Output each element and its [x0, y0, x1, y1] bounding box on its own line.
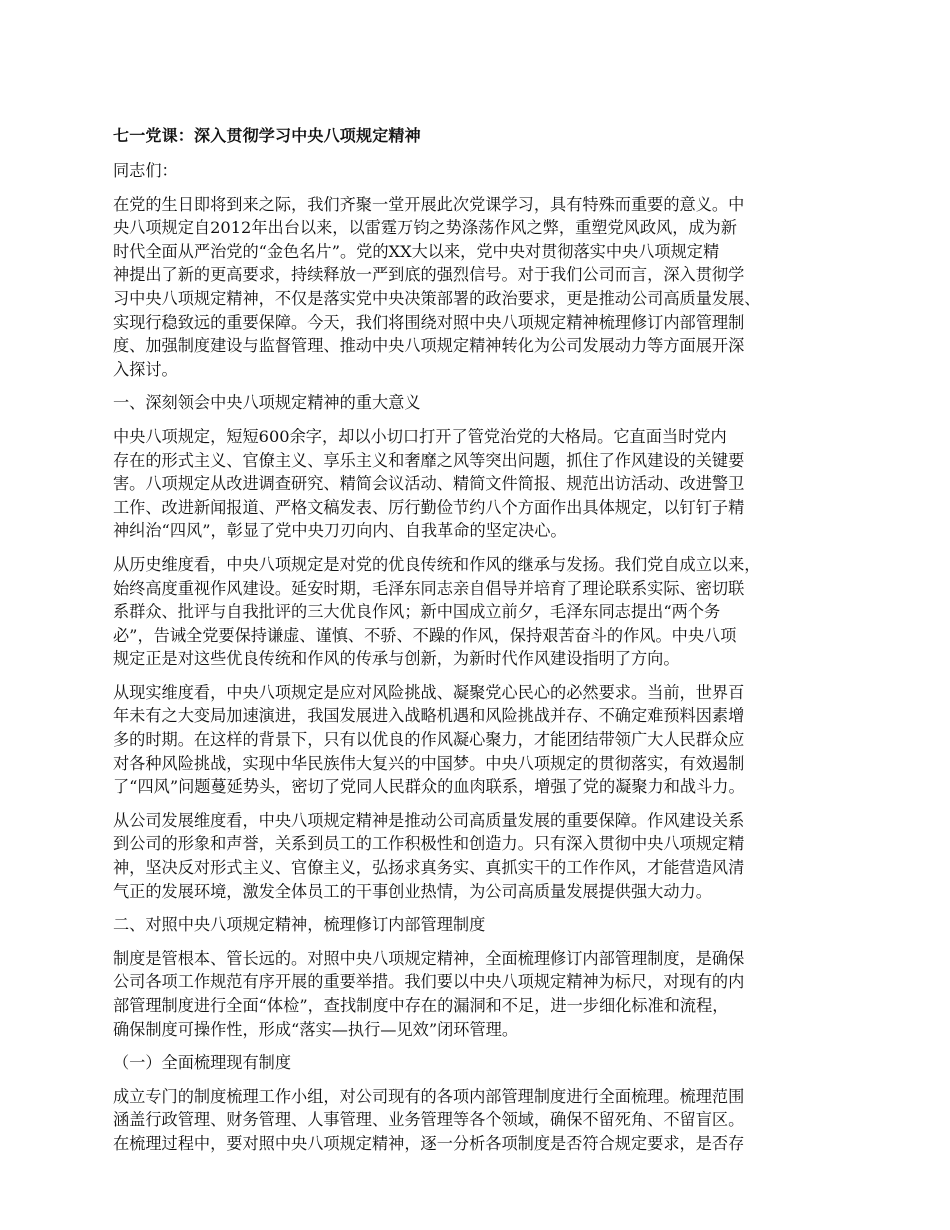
paragraph-line: 公司各项工作规范有序开展的重要举措。我们要以中央八项规定精神为标尺，对现有的内: [113, 972, 745, 992]
document-body: [113, 193, 849, 1156]
body-paragraph: [113, 681, 849, 799]
paragraph-line: 实现行稳致远的重要保障。今天，我们将围绕对照中央八项规定精神梳理修订内部管理制: [113, 312, 745, 332]
paragraph-line: 习中央八项规定精神，不仅是落实党中央决策部署的政治要求，更是推动公司高质量发展、: [113, 288, 761, 308]
paragraph-line: 到公司的形象和声誉，关系到员工的工作积极性和创造力。只有深入贯彻中央八项规定精: [113, 834, 745, 854]
paragraph-line: 年未有之大变局加速演进，我国发展进入战略机遇和风险挑战并存、不确定难预料因素增: [113, 706, 745, 726]
paragraph-line: 在梳理过程中，要对照中央八项规定精神，逐一分析各项制度是否符合规定要求，是否存: [113, 1133, 745, 1153]
paragraph-line: 确保制度可操作性，形成“落实—执行—见效”闭环管理。: [113, 1019, 519, 1039]
body-paragraph: [113, 1085, 849, 1156]
paragraph-line: 在党的生日即将到来之际，我们齐聚一堂开展此次党课学习，具有特殊而重要的意义。中: [113, 194, 745, 214]
paragraph-line: 多的时期。在这样的背景下，只有以优良的作风凝心聚力，才能团结带领广大人民群众应: [113, 730, 745, 750]
body-paragraph: [113, 425, 849, 543]
section-heading: 二、对照中央八项规定精神，梳理修订内部管理制度: [113, 915, 486, 935]
body-paragraph: [113, 947, 849, 1041]
paragraph-line: 中央八项规定，短短600余字，却以小切口打开了管党治党的大格局。它直面当时党内: [113, 426, 727, 446]
paragraph-line: 部管理制度进行全面“体检”，查找制度中存在的漏洞和不足，进一步细化标准和流程，: [113, 996, 729, 1015]
paragraph-line: 制度是管根本、管长远的。对照中央八项规定精神，全面梳理修订内部管理制度，是确保: [113, 948, 745, 968]
paragraph-line: 神纠治“四风”，彰显了党中央刀刃向内、自我革命的坚定决心。: [113, 521, 567, 541]
paragraph-line: 规定正是对这些优良传统和作风的传承与创新，为新时代作风建设指明了方向。: [113, 649, 680, 669]
paragraph-line: 气正的发展环境，激发全体员工的干事创业热情，为公司高质量发展提供强大动力。: [113, 881, 712, 901]
paragraph-line: 入探讨。: [113, 359, 178, 379]
paragraph-line: 工作、改进新闻报道、严格文稿发表、厉行勤俭节约八个方面作出具体规定，以钉钉子精: [113, 497, 745, 517]
paragraph-line: 从公司发展维度看，中央八项规定精神是推动公司高质量发展的重要保障。作风建设关系: [113, 810, 745, 830]
paragraph-line: 了“四风”问题蔓延势头，密切了党同人民群众的血肉联系，增强了党的凝聚力和战斗力。: [113, 777, 745, 797]
paragraph-line: 始终高度重视作风建设。延安时期，毛泽东同志亲自倡导并培育了理论联系实际、密切联: [113, 578, 745, 598]
paragraph-line: 央八项规定自2012年出台以来，以雷霆万钧之势涤荡作风之弊，重塑党风政风，成为新: [113, 218, 737, 238]
section-heading: （一）全面梳理现有制度: [113, 1053, 292, 1073]
document-title: 七一党课：深入贯彻学习中央八项规定精神: [113, 126, 421, 145]
section-heading: 一、深刻领会中央八项规定精神的重大意义: [113, 393, 421, 413]
paragraph-line: 神，坚决反对形式主义、官僚主义，弘扬求真务实、真抓实干的工作作风，才能营造风清: [113, 858, 745, 878]
body-paragraph: [113, 193, 849, 382]
body-paragraph: [113, 553, 849, 671]
paragraph-line: 涵盖行政管理、财务管理、人事管理、业务管理等各个领域，确保不留死角、不留盲区。: [113, 1110, 745, 1130]
paragraph-line: 必”，告诫全党要保持谦虚、谨慎、不骄、不躁的作风，保持艰苦奋斗的作风。中央八项: [113, 625, 737, 645]
salutation: 同志们：: [113, 161, 178, 180]
paragraph-line: 从现实维度看，中央八项规定是应对风险挑战、凝聚党心民心的必然要求。当前，世界百: [113, 682, 745, 702]
paragraph-line: 害。八项规定从改进调查研究、精简会议活动、精简文件简报、规范出访活动、改进警卫: [113, 474, 745, 494]
paragraph-line: 成立专门的制度梳理工作小组，对公司现有的各项内部管理制度进行全面梳理。梳理范围: [113, 1086, 745, 1106]
body-paragraph: [113, 809, 849, 903]
paragraph-line: 度、加强制度建设与监督管理、推动中央八项规定精神转化为公司发展动力等方面展开深: [113, 336, 745, 356]
paragraph-line: 从历史维度看，中央八项规定是对党的优良传统和作风的继承与发扬。我们党自成立以来，: [113, 554, 761, 574]
paragraph-line: 神提出了新的更高要求，持续释放一严到底的强烈信号。对于我们公司而言，深入贯彻学: [113, 265, 745, 285]
paragraph-line: 对各种风险挑战，实现中华民族伟大复兴的中国梦。中央八项规定的贯彻落实，有效遏制: [113, 753, 745, 773]
document-page: [113, 124, 849, 1166]
paragraph-line: 系群众、批评与自我批评的三大优良作风；新中国成立前夕，毛泽东同志提出“两个务: [113, 602, 721, 622]
paragraph-line: 存在的形式主义、官僚主义、享乐主义和奢靡之风等突出问题，抓住了作风建设的关键要: [113, 450, 745, 470]
paragraph-line: 时代全面从严治党的“金色名片”。党的XX大以来，党中央对贯彻落实中央八项规定精: [113, 241, 720, 261]
